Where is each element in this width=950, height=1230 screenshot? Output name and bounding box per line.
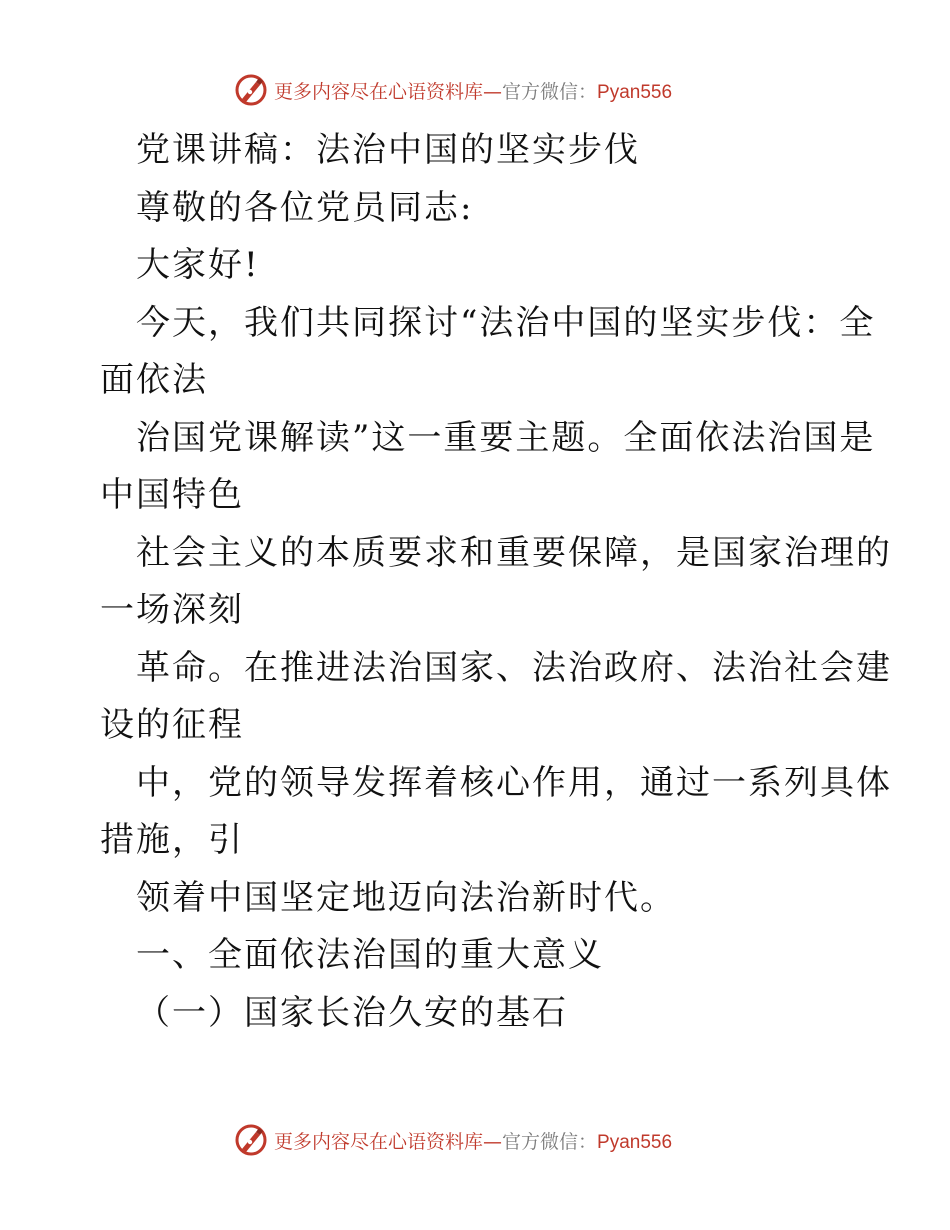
footer-site-text: 更多内容尽在心语资料库 [274, 1130, 484, 1153]
footer-text [274, 1127, 672, 1154]
paragraph-line: 领着中国坚定地迈向法治新时代。 [136, 877, 676, 918]
paragraph-line: 一场深刻 [100, 590, 244, 630]
footer-wechat-label: 官方微信： [502, 1130, 598, 1153]
paragraph-line: 今天，我们共同探讨“法治中国的坚实步伐：全 [136, 302, 876, 343]
header-wechat-id: Pyan556 [597, 81, 673, 103]
document-title: 党课讲稿：法治中国的坚实步伐 [136, 130, 640, 170]
header-text [274, 77, 672, 104]
paragraph-line: 治国党课解读”这一重要主题。全面依法治国是 [136, 417, 876, 458]
footer-banner [234, 1120, 754, 1160]
header-separator: — [483, 80, 503, 103]
paragraph-line: 中国特色 [100, 475, 244, 515]
pen-logo-icon [234, 73, 268, 107]
footer-wechat-id: Pyan556 [597, 1131, 673, 1153]
paragraph-line: 面依法 [100, 360, 208, 400]
header-site-text: 更多内容尽在心语资料库 [274, 80, 484, 103]
footer-separator: — [483, 1130, 503, 1153]
paragraph-line: 措施，引 [100, 820, 244, 860]
salutation: 尊敬的各位党员同志: [136, 187, 474, 228]
greeting: 大家好! [136, 245, 260, 285]
header-wechat-label: 官方微信： [502, 80, 598, 103]
paragraph-line: 革命。在推进法治国家、法治政府、法治社会建 [136, 647, 892, 688]
paragraph-line: 中，党的领导发挥着核心作用，通过一系列具体 [136, 762, 892, 803]
document-body [100, 122, 892, 1042]
header-banner [234, 70, 754, 110]
paragraph-line: 设的征程 [100, 705, 244, 745]
subsection-heading: （一）国家长治久安的基石 [136, 992, 568, 1033]
section-heading: 一、全面依法治国的重大意义 [136, 935, 604, 975]
paragraph-line: 社会主义的本质要求和重要保障，是国家治理的 [136, 532, 892, 573]
pen-logo-icon [234, 1123, 268, 1157]
